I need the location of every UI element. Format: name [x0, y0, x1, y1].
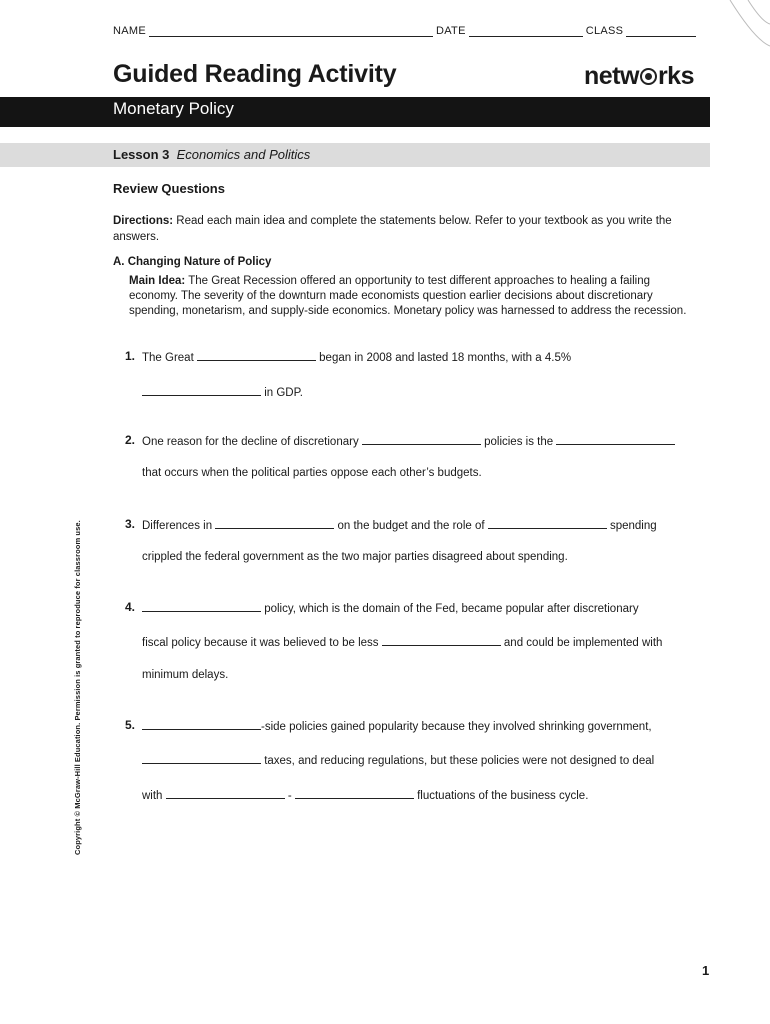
date-blank[interactable]: [469, 24, 583, 37]
q3-line2: crippled the federal government as the two major parties disagreed about spending.: [142, 551, 568, 563]
q4-text-b: fiscal policy because it was believed to be less: [142, 637, 382, 649]
q3-number: 3.: [125, 517, 136, 531]
class-label: CLASS: [585, 25, 624, 37]
student-info-header: [113, 24, 710, 40]
q3-text-b: on the budget and the role of: [334, 520, 488, 532]
brand-logo: [584, 62, 694, 91]
q5-text-b: taxes, and reducing regulations, but these policies were not designed to deal: [261, 755, 655, 767]
q1-line1: [142, 349, 571, 364]
page-title: Guided Reading Activity: [113, 60, 397, 88]
lesson-label: Lesson 3: [113, 147, 170, 162]
q5-blank-3[interactable]: [166, 787, 285, 799]
q1-blank-2[interactable]: [142, 384, 261, 396]
lesson-heading: [113, 147, 310, 162]
q3-blank-1[interactable]: [215, 517, 334, 529]
q5-blank-2[interactable]: [142, 752, 261, 764]
q5-text-c: with: [142, 790, 166, 802]
q1-text-b: began in 2008 and lasted 18 months, with a 4.5%: [315, 352, 572, 364]
brand-part2: rks: [657, 62, 694, 90]
lesson-topic: Economics and Politics: [176, 147, 311, 162]
q5-line2: [142, 752, 654, 767]
brand-o-icon: [640, 68, 657, 85]
directions-label: Directions:: [113, 215, 174, 227]
q1-blank-1[interactable]: [197, 349, 316, 361]
q5-line1: [142, 718, 652, 733]
q4-number: 4.: [125, 600, 136, 614]
name-blank[interactable]: [149, 24, 433, 37]
q4-line3: minimum delays.: [142, 669, 229, 681]
q2-blank-2[interactable]: [556, 433, 675, 445]
copyright-notice: Copyright © McGraw-Hill Education. Permission is granted to reproduce for classroom use.: [73, 520, 82, 855]
q1-line2: [142, 384, 303, 399]
q3-text-c: spending: [606, 520, 657, 532]
q1-number: 1.: [125, 349, 136, 363]
q2-text-a: One reason for the decline of discretionary: [142, 436, 362, 448]
q4-line1: [142, 600, 639, 615]
directions-text: Read each main idea and complete the statements below. Refer to your textbook as you write the answers.: [113, 215, 672, 243]
q3-line1: [142, 517, 657, 532]
q5-text-d: -: [284, 790, 295, 802]
q5-number: 5.: [125, 718, 136, 732]
main-idea: [129, 274, 699, 319]
q4-blank-2[interactable]: [382, 634, 501, 646]
q3-text-a: Differences in: [142, 520, 216, 532]
q4-blank-1[interactable]: [142, 600, 261, 612]
main-idea-label: Main Idea:: [129, 275, 186, 287]
q5-blank-4[interactable]: [295, 787, 414, 799]
subtitle-bar: [0, 97, 710, 127]
page-number: 1: [702, 963, 710, 978]
class-blank[interactable]: [626, 24, 696, 37]
q4-line2: [142, 634, 662, 649]
date-label: DATE: [435, 25, 466, 37]
q4-text-c: and could be implemented with: [500, 637, 663, 649]
main-idea-text: The Great Recession offered an opportunity to test different approaches to healing a failing economy. The severity of the downturn made economists question earlier decisions about discretionary spending, monetarism, and supply-side economics. Monetary policy was harnessed to address the recession.: [129, 275, 687, 317]
directions: [113, 213, 713, 245]
q5-line3: [142, 787, 588, 802]
q2-blank-1[interactable]: [362, 433, 481, 445]
q5-text-e: fluctuations of the business cycle.: [413, 790, 589, 802]
name-label: NAME: [113, 25, 146, 37]
q4-text-a: policy, which is the domain of the Fed, became popular after discretionary: [261, 603, 639, 615]
q2-text-b: policies is the: [480, 436, 557, 448]
q2-number: 2.: [125, 433, 136, 447]
q5-text-a: -side policies gained popularity because they involved shrinking government,: [261, 721, 652, 733]
q1-text-a: The Great: [142, 352, 197, 364]
q3-blank-2[interactable]: [488, 517, 607, 529]
brand-part1: netw: [584, 62, 639, 90]
q1-text-c: in GDP.: [261, 387, 303, 399]
q5-blank-1[interactable]: [142, 718, 261, 730]
section-a-heading: A. Changing Nature of Policy: [113, 256, 272, 268]
subtitle: Monetary Policy: [113, 99, 234, 118]
lesson-bar: [0, 143, 710, 167]
corner-decoration: [700, 0, 770, 100]
q2-line1: [142, 433, 675, 448]
q2-line2: that occurs when the political parties oppose each other’s budgets.: [142, 467, 482, 479]
review-heading: Review Questions: [113, 181, 225, 196]
